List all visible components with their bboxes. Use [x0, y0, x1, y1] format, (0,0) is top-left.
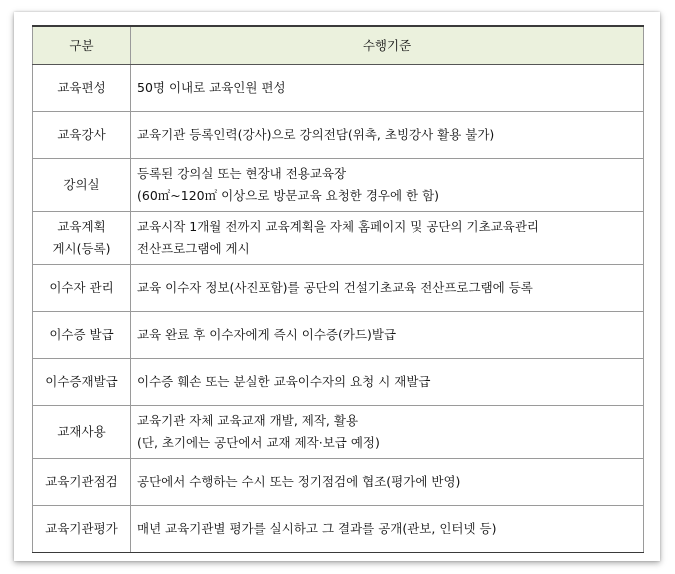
row-criteria — [131, 406, 644, 459]
criteria-line: 교육시작 1개월 전까지 교육계획을 자체 홈페이지 및 공단의 기초교육관리 — [137, 219, 539, 234]
criteria-line: (단, 초기에는 공단에서 교재 제작·보급 예정) — [137, 435, 380, 450]
category-line: 강의실 — [63, 177, 100, 192]
row-criteria — [131, 212, 644, 265]
table-row — [33, 265, 644, 312]
row-criteria — [131, 312, 644, 359]
criteria-line: 공단에서 수행하는 수시 또는 정기점검에 협조(평가에 반영) — [137, 474, 461, 489]
category-line: 교육강사 — [57, 127, 106, 142]
row-criteria — [131, 265, 644, 312]
category-line: 교육편성 — [57, 80, 106, 95]
table-row — [33, 159, 644, 212]
criteria-line: (60㎡~120㎡ 이상으로 방문교육 요청한 경우에 한 함) — [137, 188, 440, 203]
row-criteria — [131, 359, 644, 406]
table-row — [33, 459, 644, 506]
table-row — [33, 65, 644, 112]
table-row — [33, 506, 644, 553]
row-category — [33, 406, 131, 459]
table-row — [33, 212, 644, 265]
criteria-line: 교육 이수자 정보(사진포함)를 공단의 건설기초교육 전산프로그램에 등록 — [137, 280, 533, 295]
header-category: 구분 — [33, 26, 131, 65]
document-card — [14, 12, 660, 561]
criteria-line: 이수증 훼손 또는 분실한 교육이수자의 요청 시 재발급 — [137, 374, 431, 389]
row-criteria — [131, 459, 644, 506]
row-category — [33, 506, 131, 553]
table-row — [33, 359, 644, 406]
row-category — [33, 65, 131, 112]
row-category — [33, 312, 131, 359]
table-header-row — [33, 26, 644, 65]
category-line: 이수증재발급 — [45, 374, 118, 389]
row-category — [33, 265, 131, 312]
table-row — [33, 112, 644, 159]
row-criteria — [131, 506, 644, 553]
row-category — [33, 112, 131, 159]
table-row — [33, 312, 644, 359]
header-criteria: 수행기준 — [131, 26, 644, 65]
criteria-line: 매년 교육기관별 평가를 실시하고 그 결과를 공개(관보, 인터넷 등) — [137, 521, 497, 536]
criteria-line: 교육 완료 후 이수자에게 즉시 이수증(카드)발급 — [137, 327, 397, 342]
row-category — [33, 359, 131, 406]
row-criteria — [131, 65, 644, 112]
row-category — [33, 212, 131, 265]
criteria-line: 50명 이내로 교육인원 편성 — [137, 80, 286, 95]
criteria-line: 전산프로그램에 게시 — [137, 241, 250, 256]
criteria-table — [32, 25, 644, 553]
row-category — [33, 159, 131, 212]
category-line: 게시(등록) — [52, 241, 111, 256]
table-row — [33, 406, 644, 459]
row-category — [33, 459, 131, 506]
category-line: 교육기관평가 — [45, 521, 118, 536]
category-line: 이수증 발급 — [49, 327, 114, 342]
criteria-line: 교육기관 등록인력(강사)으로 강의전담(위촉, 초빙강사 활용 불가) — [137, 127, 495, 142]
criteria-line: 교육기관 자체 교육교재 개발, 제작, 활용 — [137, 413, 359, 428]
category-line: 교재사용 — [57, 424, 106, 439]
row-criteria — [131, 159, 644, 212]
row-criteria — [131, 112, 644, 159]
criteria-line: 등록된 강의실 또는 현장내 전용교육장 — [137, 166, 347, 181]
category-line: 교육기관점검 — [45, 474, 118, 489]
category-line: 이수자 관리 — [49, 280, 114, 295]
category-line: 교육계획 — [57, 219, 106, 234]
